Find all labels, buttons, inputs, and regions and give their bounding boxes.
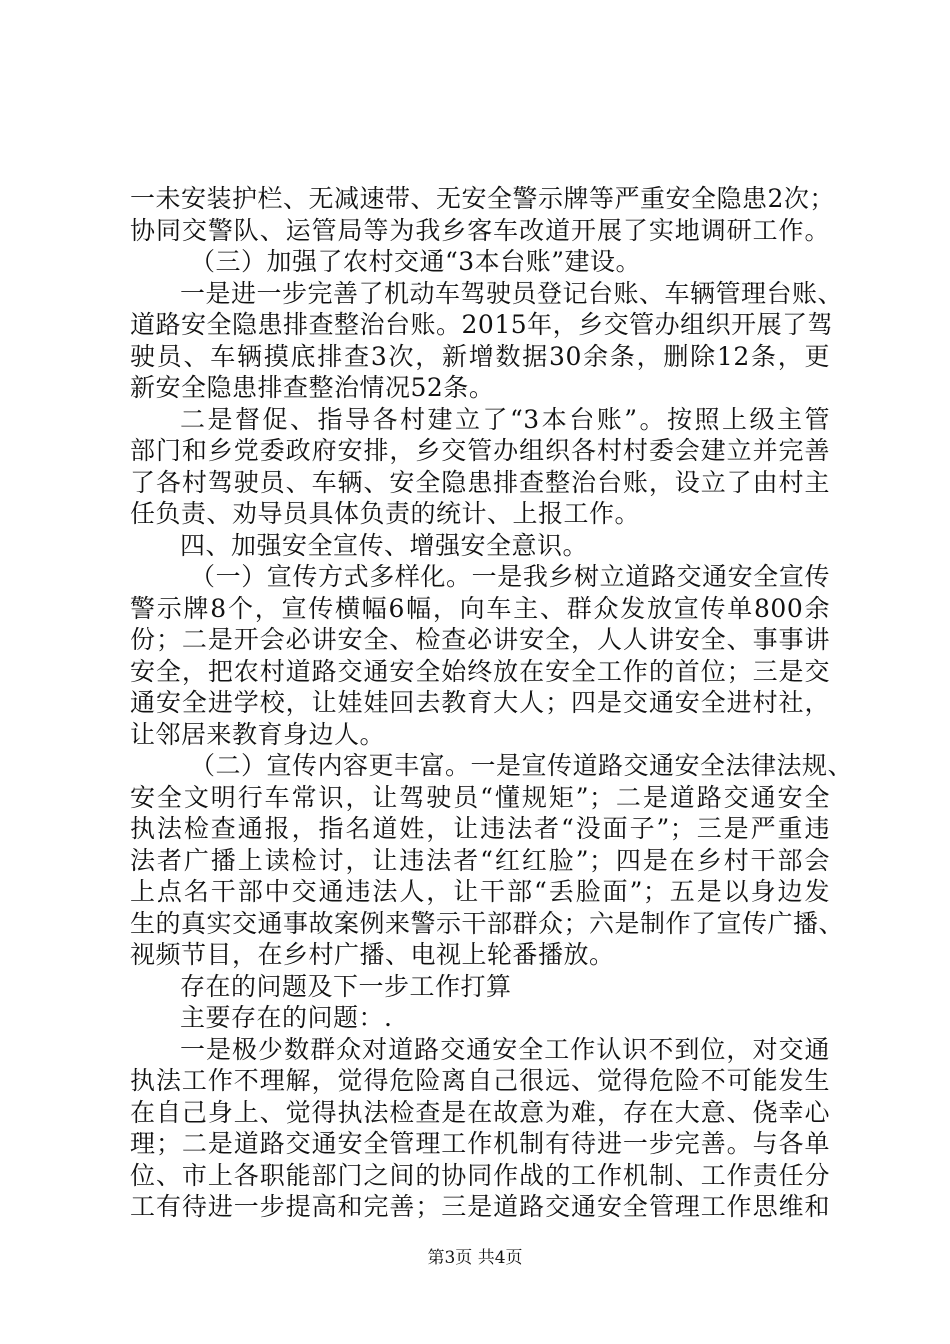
text-line: 视频节目，在乡村广播、电视上轮番播放。: [130, 940, 615, 969]
text-line: 道路安全隐患排查整治台账。2015年，乡交管办组织开展了驾: [130, 310, 834, 339]
text-line: 工有待进一步提高和完善；三是道路交通安全管理工作思维和: [130, 1192, 830, 1221]
text-line: 警示牌8个，宣传横幅6幅，向车主、群众发放宣传单800余: [130, 593, 830, 623]
section-heading: 四、加强安全宣传、增强安全意识。: [180, 530, 589, 560]
text-line: 执法工作不理解，觉得危险离自己很远、觉得危险不可能发生: [130, 1066, 830, 1095]
text-line: 位、市上各职能部门之间的协同作战的工作机制、工作责任分: [130, 1160, 830, 1190]
text-line: （一）宣传方式多样化。一是我乡树立道路交通安全宣传: [190, 562, 830, 591]
text-line: 通安全进学校，让娃娃回去教育大人；四是交通安全进村社，: [130, 688, 830, 717]
page-footer: [0, 1247, 950, 1269]
section-heading: （三）加强了农村交通“3本台账”建设。: [190, 247, 641, 276]
body-text: [130, 183, 854, 1223]
text-line: 一未安装护栏、无减速带、无安全警示牌等严重安全隐患2次；: [130, 184, 835, 213]
text-line: 了各村驾驶员、车辆、安全隐患排查整治台账，设立了由村主: [130, 467, 830, 497]
text-line: 执法检查通报，指名道姓，让违法者“没面子”；三是严重违: [130, 814, 830, 843]
text-line: 一是极少数群众对道路交通安全工作认识不到位，对交通: [180, 1034, 830, 1064]
text-line: 让邻居来教育身边人。: [130, 719, 386, 749]
page-number-label: 第3页 共4页: [427, 1248, 523, 1268]
text-line: 法者广播上读检讨，让违法者“红红脸”；四是在乡村干部会: [130, 845, 830, 875]
text-line: 协同交警队、运管局等为我乡客车改道开展了实地调研工作。: [130, 215, 830, 245]
text-line: 二是督促、指导各村建立了“3本台账”。按照上级主管: [180, 404, 830, 434]
text-line: 新安全隐患排查整治情况52条。: [130, 373, 495, 402]
text-line: 在自己身上、觉得执法检查是在故意为难，存在大意、侥幸心: [130, 1097, 830, 1127]
subsection-heading: 主要存在的问题：.: [180, 1003, 393, 1032]
text-line: 安全文明行车常识，让驾驶员“懂规矩”；二是道路交通安全: [130, 782, 830, 812]
text-line: 安全，把农村道路交通安全始终放在安全工作的首位；三是交: [130, 656, 830, 686]
text-line: 上点名干部中交通违法人，让干部“丢脸面”；五是以身边发: [130, 877, 830, 906]
text-line: 份；二是开会必讲安全、检查必讲安全，人人讲安全、事事讲: [130, 625, 830, 654]
section-heading: 存在的问题及下一步工作打算: [180, 971, 512, 1001]
text-line: 生的真实交通事故案例来警示干部群众；六是制作了宣传广播、: [130, 908, 845, 938]
text-line: 驶员、车辆摸底排查3次，新增数据30余条，删除12条，更: [130, 341, 830, 371]
text-line: 理；二是道路交通安全管理工作机制有待进一步完善。与各单: [130, 1129, 830, 1158]
text-line: （二）宣传内容更丰富。一是宣传道路交通安全法律法规、: [190, 751, 854, 780]
text-line: 一是进一步完善了机动车驾驶员登记台账、车辆管理台账、: [180, 278, 844, 308]
text-line: 任负责、劝导员具体负责的统计、上报工作。: [130, 499, 641, 528]
text-line: 部门和乡党委政府安排，乡交管办组织各村村委会建立并完善: [130, 436, 830, 465]
